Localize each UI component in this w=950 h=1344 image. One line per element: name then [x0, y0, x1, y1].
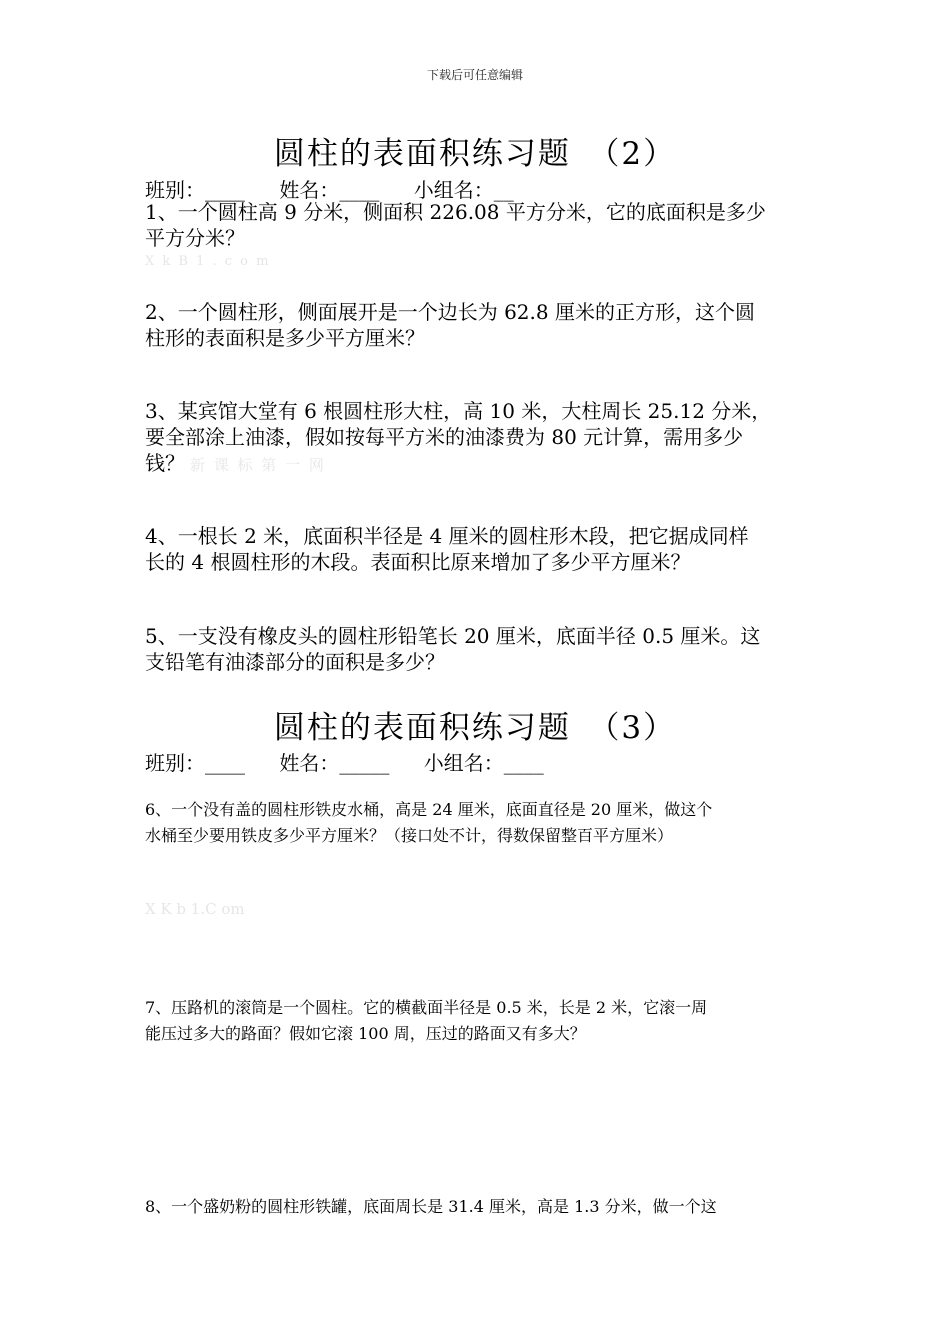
question-4	[145, 523, 815, 575]
question-line: 7、压路机的滚筒是一个圆柱。它的横截面半径是 0.5 米，长是 2 米，它滚一周	[145, 998, 708, 1017]
name-blank: _____	[339, 751, 390, 775]
name-blank: ____	[339, 178, 380, 202]
question-line: 1、一个圆柱高 9 分米，侧面积 226.08 平方分米，它的底面积是多少	[145, 200, 766, 224]
group-label: 小组名：	[413, 178, 494, 202]
section-title: 圆柱的表面积练习题 （3）	[273, 710, 677, 746]
watermark: 新 课 标 第 一 网	[190, 456, 326, 474]
question-line: 支铅笔有油漆部分的面积是多少？	[145, 650, 445, 674]
question-line: 水桶至少要用铁皮多少平方厘米？（接口处不计，得数保留整百平方厘米）	[145, 826, 674, 845]
question-line: 5、一支没有橡皮头的圆柱形铅笔长 20 厘米，底面半径 0.5 厘米。这	[145, 624, 761, 648]
watermark: X K b 1.C om	[145, 900, 245, 918]
question-line: 2、一个圆柱形，侧面展开是一个边长为 62.8 厘米的正方形，这个圆	[145, 300, 755, 324]
question-6	[145, 797, 815, 849]
section-title: 圆柱的表面积练习题 （2）	[273, 136, 677, 172]
question-line: 平方分米？	[145, 226, 245, 250]
class-label: 班别：	[145, 178, 205, 202]
name-label: 姓名：	[279, 751, 340, 775]
student-info-row	[145, 747, 544, 776]
question-7	[145, 995, 815, 1047]
group-blank: ____	[503, 751, 544, 775]
header-note: 下载后可任意编辑	[426, 68, 523, 82]
group-label: 小组名：	[423, 751, 504, 775]
question-8	[145, 1194, 815, 1220]
question-5	[145, 623, 815, 675]
class-blank: ____	[205, 178, 245, 202]
question-line: 长的 4 根圆柱形的木段。表面积比原来增加了多少平方厘米？	[145, 550, 691, 574]
question-1	[145, 199, 815, 251]
question-line: 4、一根长 2 米，底面积半径是 4 厘米的圆柱形木段，把它据成同样	[145, 524, 749, 548]
class-label: 班别：	[145, 751, 205, 775]
question-line: 钱？	[145, 451, 185, 475]
question-line: 3、某宾馆大堂有 6 根圆柱形大柱，高 10 米，大柱周长 25.12 分米，	[145, 399, 772, 423]
question-line: 8、一个盛奶粉的圆柱形铁罐，底面周长是 31.4 厘米，高是 1.3 分米，做一个这	[145, 1197, 717, 1216]
group-blank: __	[493, 178, 514, 202]
name-label: 姓名：	[279, 178, 340, 202]
question-line: 柱形的表面积是多少平方厘米？	[145, 326, 425, 350]
question-line: 能压过多大的路面？假如它滚 100 周，压过的路面又有多大？	[145, 1024, 586, 1043]
watermark: X k B 1 . c o m	[145, 254, 271, 269]
question-2	[145, 299, 815, 351]
class-blank: ____	[205, 751, 245, 775]
question-line: 6、一个没有盖的圆柱形铁皮水桶，高是 24 厘米，底面直径是 20 厘米，做这个	[145, 800, 713, 819]
question-line: 要全部涂上油漆，假如按每平方米的油漆费为 80 元计算，需用多少	[145, 425, 744, 449]
